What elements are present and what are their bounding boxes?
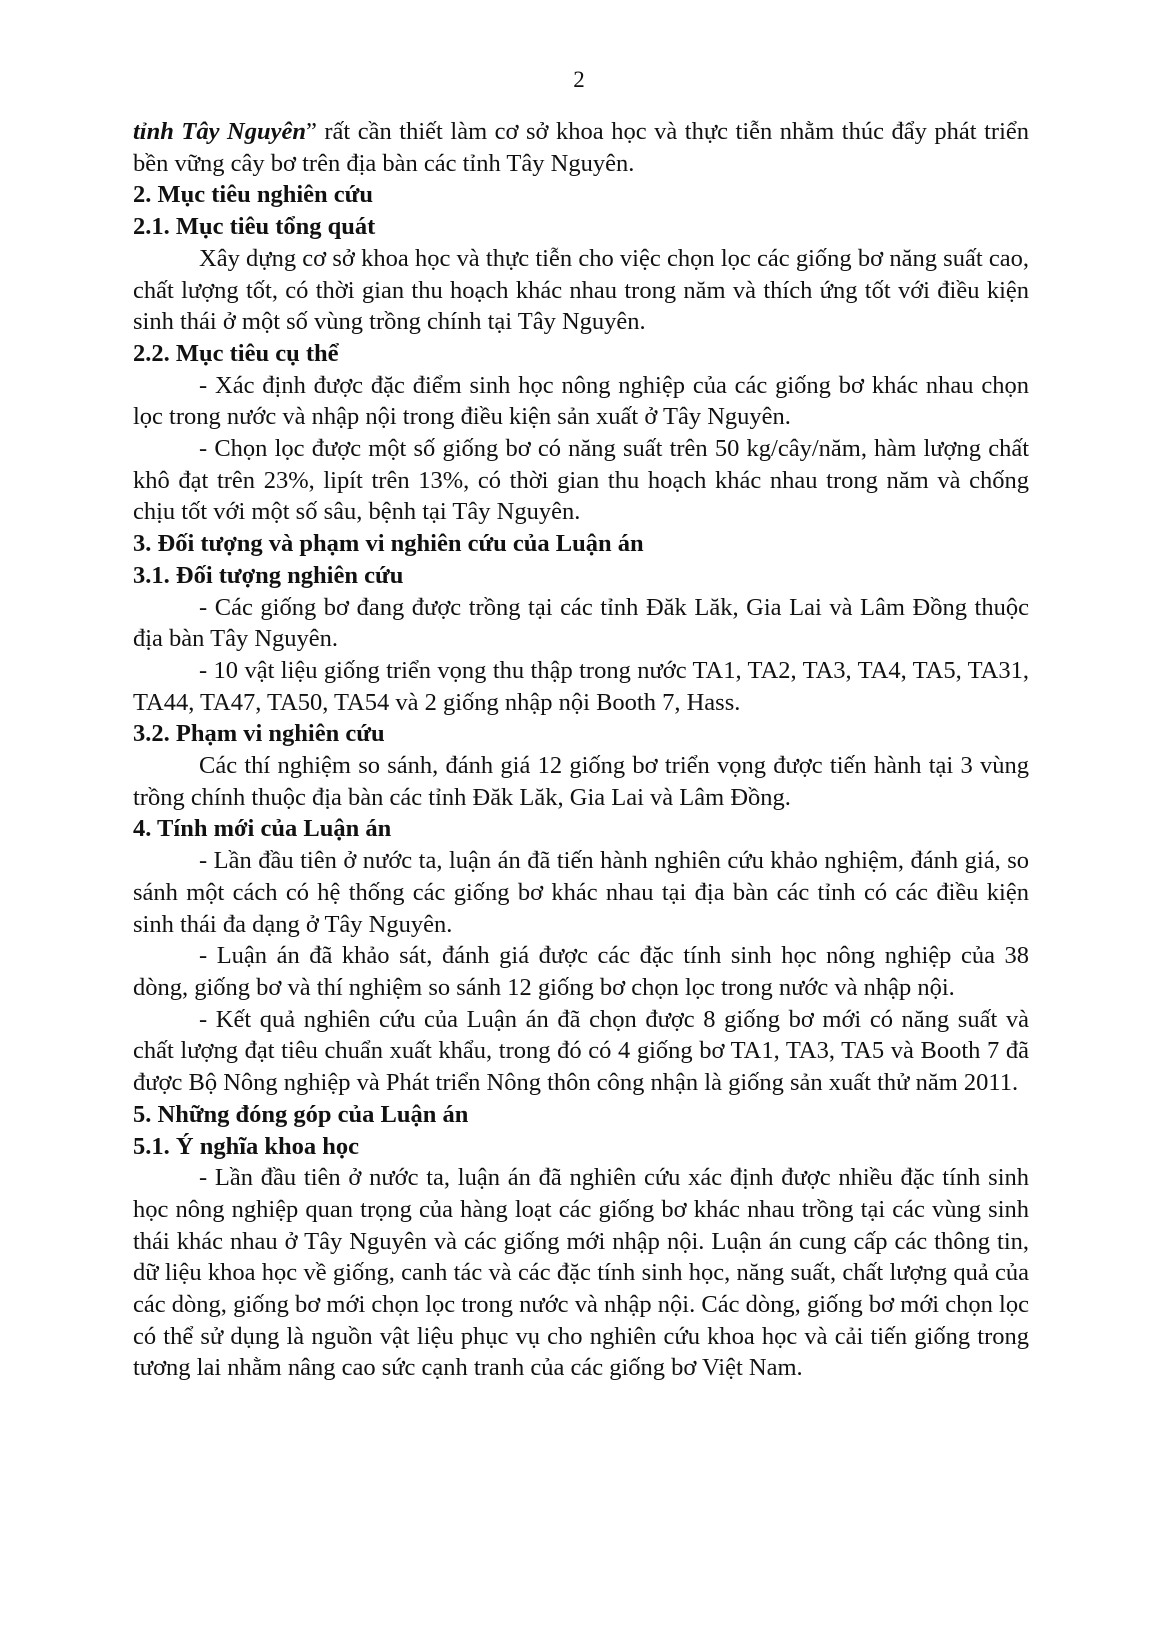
section-heading: 2. Mục tiêu nghiên cứu — [133, 181, 373, 209]
sections-container — [133, 179, 1029, 1384]
body-paragraph: - Kết quả nghiên cứu của Luận án đã chọn được 8 giống bơ mới có năng suất và chất lượng đạt tiêu chuẩn xuất khẩu, trong đó có 4 giống bơ TA1, TA3, TA5 và Booth 7 đã được Bộ Nông nghiệp và Phát triển Nông thôn công nhận là giống sản xuất thử năm 2011. — [133, 1005, 1029, 1097]
section-heading: 2.2. Mục tiêu cụ thể — [133, 339, 339, 367]
body-paragraph: - Lần đầu tiên ở nước ta, luận án đã nghiên cứu xác định được nhiều đặc tính sinh học nông nghiệp quan trọng của hàng loạt các giống bơ khác nhau trồng tại các vùng sinh thái khác nhau ở Tây Nguyên và các giống mới nhập nội. Luận án cung cấp các thông tin, dữ liệu khoa học về giống, canh tác và các đặc tính sinh học, năng suất, chất lượng quả của các dòng, giống bơ mới chọn lọc trong nước và nhập nội. Các dòng, giống bơ mới chọn lọc có thể sử dụng là nguồn vật liệu phục vụ cho nghiên cứu khoa học và cải tiến giống trong tương lai nhằm nâng cao sức cạnh tranh của các giống bơ Việt Nam. — [133, 1164, 1029, 1382]
body-paragraph: Các thí nghiệm so sánh, đánh giá 12 giống bơ triển vọng được tiến hành tại 3 vùng trồng chính thuộc địa bàn các tỉnh Đăk Lăk, Gia Lai và Lâm Đồng. — [133, 752, 1029, 811]
body-paragraph: - Các giống bơ đang được trồng tại các tỉnh Đăk Lăk, Gia Lai và Lâm Đồng thuộc địa bàn Tây Nguyên. — [133, 593, 1029, 653]
page-number: 2 — [573, 67, 585, 92]
intro-italic-lead: tỉnh Tây Nguyên — [133, 118, 306, 145]
section-heading: 5. Những đóng góp của Luận án — [133, 1100, 469, 1128]
section-heading: 3. Đối tượng và phạm vi nghiên cứu của Luận án — [133, 530, 644, 558]
intro-rest: ” rất cần thiết làm cơ sở khoa học và thực tiễn nhằm thúc đẩy phát triển bền vững cây bơ trên địa bàn các tỉnh Tây Nguyên. — [133, 118, 1030, 177]
body-paragraph: - Lần đầu tiên ở nước ta, luận án đã tiến hành nghiên cứu khảo nghiệm, đánh giá, so sánh một cách có hệ thống các giống bơ khác nhau tại địa bàn các tỉnh có các điều kiện sinh thái đa dạng ở Tây Nguyên. — [133, 847, 1029, 938]
section-heading: 4. Tính mới của Luận án — [133, 815, 392, 843]
body-paragraph: - Xác định được đặc điểm sinh học nông nghiệp của các giống bơ khác nhau chọn lọc trong nước và nhập nội trong điều kiện sản xuất ở Tây Nguyên. — [133, 371, 1029, 431]
section-heading: 3.1. Đối tượng nghiên cứu — [133, 561, 404, 589]
section-heading: 3.2. Phạm vi nghiên cứu — [133, 720, 385, 748]
intro-paragraph — [133, 116, 1029, 179]
document-body — [133, 116, 1029, 1384]
body-paragraph: - Chọn lọc được một số giống bơ có năng suất trên 50 kg/cây/năm, hàm lượng chất khô đạt trên 23%, lipít trên 13%, có thời gian thu hoạch khác nhau trong năm và chống chịu tốt với một số sâu, bệnh tại Tây Nguyên. — [133, 435, 1029, 526]
section-heading: 5.1. Ý nghĩa khoa học — [133, 1132, 360, 1160]
body-paragraph: - 10 vật liệu giống triển vọng thu thập trong nước TA1, TA2, TA3, TA4, TA5, TA31, TA44, TA47, TA50, TA54 và 2 giống nhập nội Booth 7, Hass. — [133, 656, 1029, 716]
body-paragraph: Xây dựng cơ sở khoa học và thực tiễn cho việc chọn lọc các giống bơ năng suất cao, chất lượng tốt, có thời gian thu hoạch khác nhau trong năm và thích ứng tốt với điều kiện sinh thái ở một số vùng trồng chính tại Tây Nguyên. — [133, 244, 1029, 336]
body-paragraph: - Luận án đã khảo sát, đánh giá được các đặc tính sinh học nông nghiệp của 38 dòng, giống bơ và thí nghiệm so sánh 12 giống bơ chọn lọc trong nước và nhập nội. — [133, 942, 1029, 1001]
section-heading: 2.1. Mục tiêu tổng quát — [133, 213, 376, 241]
